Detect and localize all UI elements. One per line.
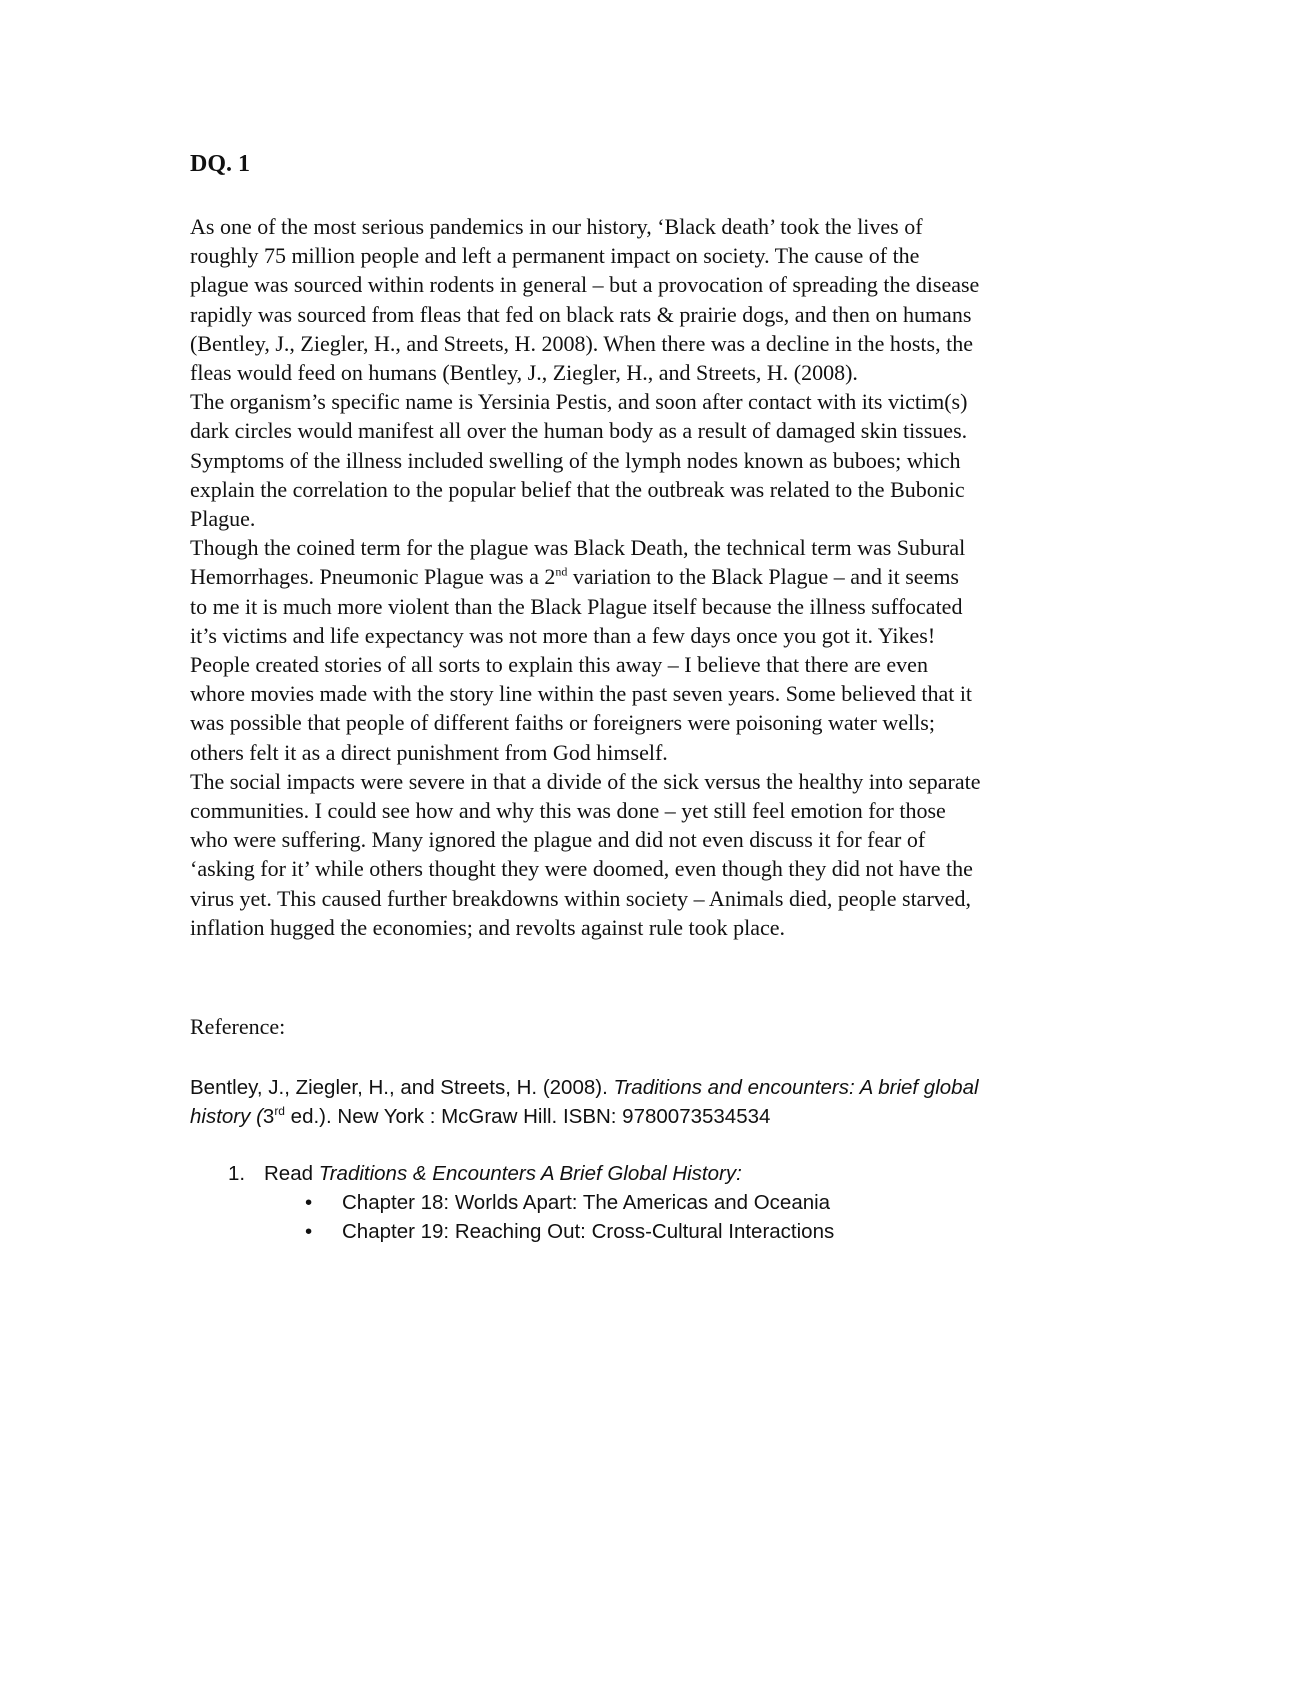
superscript: nd	[555, 565, 568, 580]
text-segment: Hemorrhages. Pneumonic Plague was a 2	[190, 564, 556, 590]
text-line: dark circles would manifest all over the human body as a result of damaged skin tissues.	[190, 418, 968, 444]
chapter-item	[190, 1188, 1110, 1217]
page-title: DQ. 1	[190, 151, 250, 177]
text-line: (Bentley, J., Ziegler, H., and Streets, H. 2008). When there was a decline in the hosts, the	[190, 330, 973, 356]
text-line: Though the coined term for the plague was Black Death, the technical term was Subural	[190, 535, 966, 561]
bullet-icon: •	[305, 1220, 313, 1244]
paragraph-2	[190, 387, 1110, 533]
book-title: Traditions & Encounters A Brief Global History:	[318, 1162, 742, 1186]
text-line: who were suffering. Many ignored the plague and did not even discuss it for fear of	[190, 827, 926, 853]
text-line: roughly 75 million people and left a permanent impact on society. The cause of the	[190, 243, 920, 269]
text-line: The organism’s specific name is Yersinia Pestis, and soon after contact with its victim(s)	[190, 389, 968, 415]
text-line: virus yet. This caused further breakdowns within society – Animals died, people starved,	[190, 885, 972, 911]
list-text	[264, 1162, 742, 1185]
text-line: fleas would feed on humans (Bentley, J., Ziegler, H., and Streets, H. (2008).	[190, 360, 858, 386]
paragraph-1	[190, 212, 1110, 387]
text-line: The social impacts were severe in that a divide of the sick versus the healthy into separate	[190, 768, 981, 794]
text-line: rapidly was sourced from fleas that fed on black rats & prairie dogs, and then on humans	[190, 301, 972, 327]
text-line: Symptoms of the illness included swelling of the lymph nodes known as buboes; which	[190, 447, 961, 473]
text-line: others felt it as a direct punishment from God himself.	[190, 739, 668, 765]
citation-title: history (	[190, 1105, 263, 1129]
text-line: explain the correlation to the popular belief that the outbreak was related to the Bubonic	[190, 476, 965, 502]
reference-heading: Reference:	[190, 1014, 286, 1040]
list-item	[190, 1159, 1110, 1188]
citation-title: Traditions and encounters: A brief global	[613, 1076, 979, 1100]
paragraph-3	[190, 533, 1110, 767]
text-line: ‘asking for it’ while others thought they were doomed, even though they did not have the	[190, 856, 973, 882]
text-line: to me it is much more violent than the Black Plague itself because the illness suffocated	[190, 593, 963, 619]
text-line: inflation hugged the economies; and revolts against rule took place.	[190, 914, 786, 940]
citation-line	[190, 1102, 1110, 1131]
citation-authors: Bentley, J., Ziegler, H., and Streets, H. (2008).	[190, 1076, 614, 1100]
text-line	[190, 562, 1110, 591]
list-number: 1.	[228, 1162, 246, 1186]
citation-line	[190, 1073, 1110, 1102]
chapter-item	[190, 1217, 1110, 1246]
paragraph-4	[190, 767, 1110, 942]
text-line: communities. I could see how and why this was done – yet still feel emotion for those	[190, 798, 946, 824]
reference-citation	[190, 1073, 1110, 1131]
text-line: Plague.	[190, 506, 256, 532]
citation-publisher: ed.). New York : McGraw Hill. ISBN: 9780073534534	[284, 1105, 771, 1129]
assignment-list	[190, 1159, 1110, 1246]
essay-body	[190, 212, 1110, 942]
text-segment: variation to the Black Plague – and it seems	[567, 564, 959, 590]
text-line: plague was sourced within rodents in general – but a provocation of spreading the disease	[190, 272, 980, 298]
text-line: People created stories of all sorts to explain this away – I believe that there are even	[190, 652, 928, 678]
text-line: was possible that people of different faiths or foreigners were poisoning water wells;	[190, 710, 935, 736]
superscript: rd	[274, 1104, 285, 1119]
chapter-text: Chapter 18: Worlds Apart: The Americas and Oceania	[342, 1191, 831, 1215]
document-page	[190, 150, 1110, 1246]
text-line: it’s victims and life expectancy was not more than a few days once you got it. Yikes!	[190, 622, 936, 648]
chapter-text: Chapter 19: Reaching Out: Cross-Cultural Interactions	[342, 1220, 835, 1244]
edition-number: 3	[262, 1105, 275, 1129]
text-line: whore movies made with the story line within the past seven years. Some believed that it	[190, 681, 973, 707]
read-prefix: Read	[264, 1162, 319, 1186]
text-line: As one of the most serious pandemics in our history, ‘Black death’ took the lives of	[190, 214, 923, 239]
bullet-icon: •	[305, 1191, 313, 1215]
